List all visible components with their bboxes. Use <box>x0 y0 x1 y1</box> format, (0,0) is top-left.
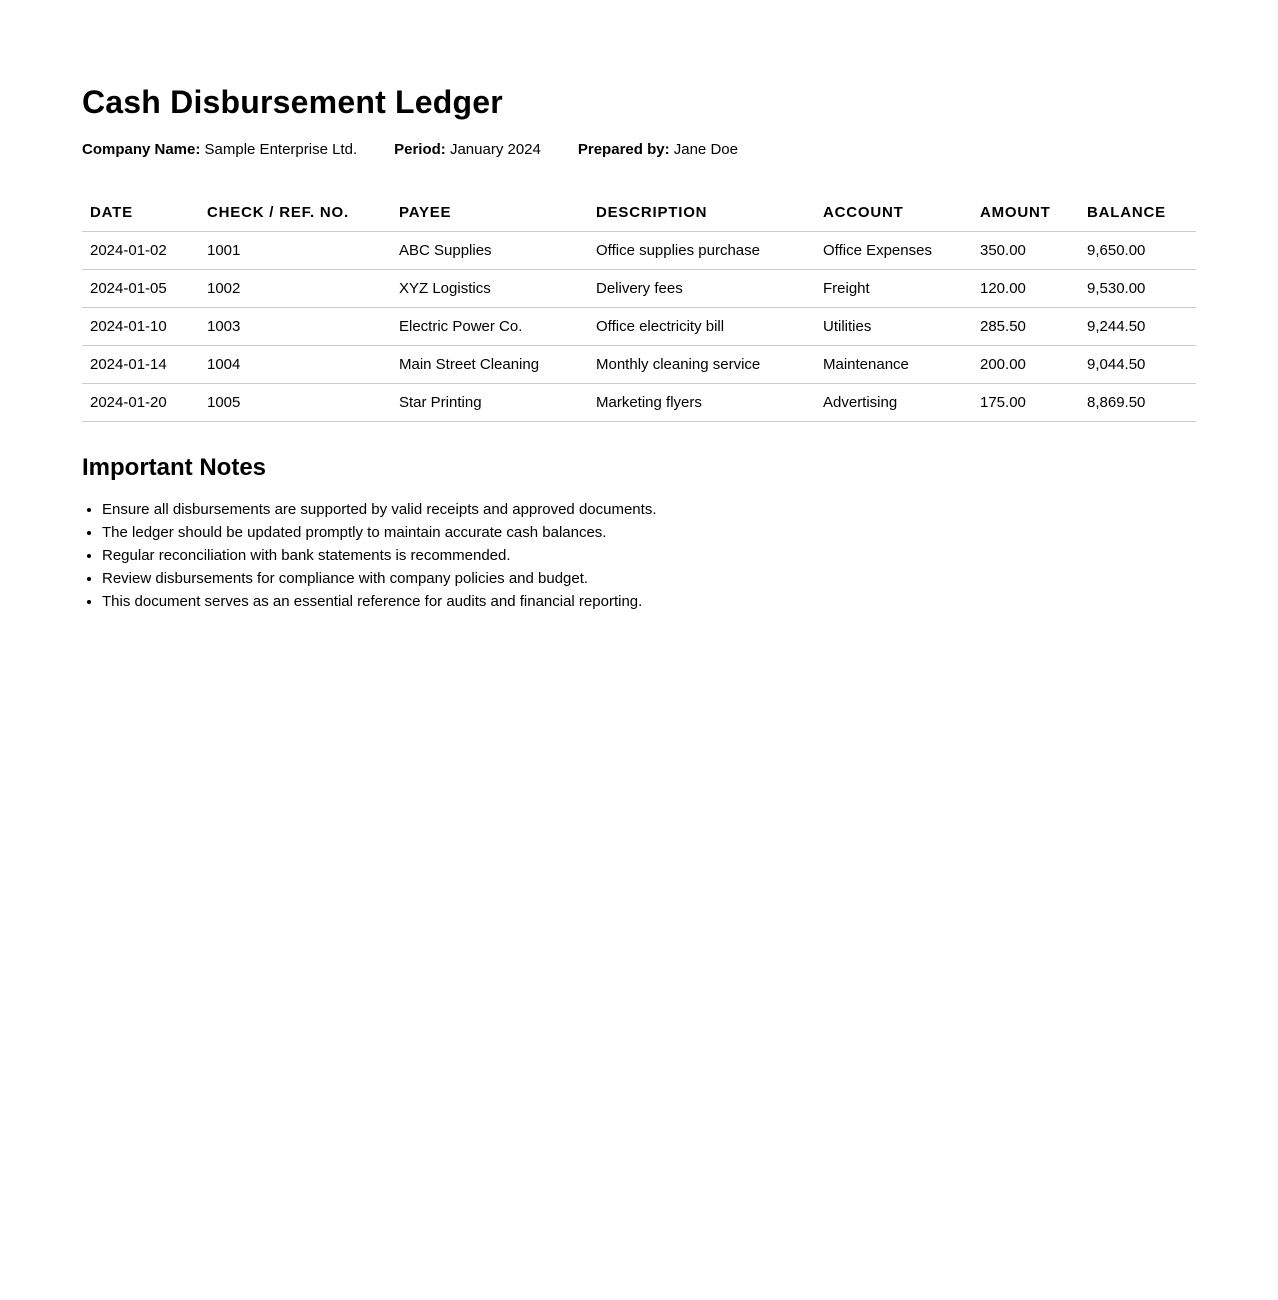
cell-date: 2024-01-10 <box>82 308 199 346</box>
company-label: Company Name: <box>82 141 201 158</box>
cell-check-ref: 1002 <box>199 270 391 308</box>
cell-payee: XYZ Logistics <box>391 270 588 308</box>
cell-account: Utilities <box>815 308 972 346</box>
cell-amount: 120.00 <box>972 270 1079 308</box>
period-value: January 2024 <box>449 141 541 158</box>
page-title: Cash Disbursement Ledger <box>82 84 503 120</box>
table-row <box>82 308 1196 346</box>
notes-list <box>82 498 1196 613</box>
cell-account: Maintenance <box>815 346 972 384</box>
column-header-balance: BALANCE <box>1079 194 1196 232</box>
cell-payee: Main Street Cleaning <box>391 346 588 384</box>
table-header-row <box>82 194 1196 232</box>
prepared-label: Prepared by: <box>577 141 670 158</box>
cell-description: Office electricity bill <box>588 308 815 346</box>
cell-check-ref: 1004 <box>199 346 391 384</box>
list-item: • The ledger should be updated promptly to maintain accurate cash balances. <box>102 521 1196 544</box>
column-header-date: DATE <box>82 194 199 232</box>
company-info <box>82 140 357 160</box>
cell-description: Marketing flyers <box>588 384 815 422</box>
cell-balance: 9,044.50 <box>1079 346 1196 384</box>
cell-balance: 9,650.00 <box>1079 232 1196 270</box>
column-header-check-ref: CHECK / REF. NO. <box>199 194 391 232</box>
cell-amount: 285.50 <box>972 308 1079 346</box>
ledger-meta <box>82 140 1196 160</box>
company-value: Sample Enterprise Ltd. <box>204 141 358 158</box>
cell-balance: 8,869.50 <box>1079 384 1196 422</box>
list-item: • Review disbursements for compliance with company policies and budget. <box>102 567 1196 590</box>
cell-check-ref: 1003 <box>199 308 391 346</box>
table-row <box>82 346 1196 384</box>
column-header-description: DESCRIPTION <box>588 194 815 232</box>
cell-account: Freight <box>815 270 972 308</box>
cell-date: 2024-01-14 <box>82 346 199 384</box>
cell-balance: 9,530.00 <box>1079 270 1196 308</box>
column-header-account: ACCOUNT <box>815 194 972 232</box>
ledger-table <box>82 194 1196 422</box>
list-item: • This document serves as an essential reference for audits and financial reporting. <box>102 590 1196 613</box>
cell-payee: Star Printing <box>391 384 588 422</box>
list-item: • Regular reconciliation with bank statements is recommended. <box>102 544 1196 567</box>
cell-date: 2024-01-02 <box>82 232 199 270</box>
column-header-payee: PAYEE <box>391 194 588 232</box>
cell-check-ref: 1001 <box>199 232 391 270</box>
prepared-info <box>578 140 738 160</box>
cell-payee: Electric Power Co. <box>391 308 588 346</box>
document-page <box>0 0 1278 613</box>
cell-payee: ABC Supplies <box>391 232 588 270</box>
cell-amount: 350.00 <box>972 232 1079 270</box>
notes-heading: Important Notes <box>82 454 267 481</box>
list-item: • Ensure all disbursements are supported by valid receipts and approved documents. <box>102 498 1196 521</box>
cell-date: 2024-01-05 <box>82 270 199 308</box>
cell-description: Office supplies purchase <box>588 232 815 270</box>
cell-date: 2024-01-20 <box>82 384 199 422</box>
table-row <box>82 232 1196 270</box>
cell-account: Advertising <box>815 384 972 422</box>
cell-amount: 175.00 <box>972 384 1079 422</box>
cell-description: Monthly cleaning service <box>588 346 815 384</box>
column-header-amount: AMOUNT <box>972 194 1079 232</box>
cell-account: Office Expenses <box>815 232 972 270</box>
prepared-value: Jane Doe <box>673 141 738 158</box>
table-row <box>82 270 1196 308</box>
table-row <box>82 384 1196 422</box>
period-info <box>394 140 541 160</box>
cell-balance: 9,244.50 <box>1079 308 1196 346</box>
cell-check-ref: 1005 <box>199 384 391 422</box>
cell-description: Delivery fees <box>588 270 815 308</box>
cell-amount: 200.00 <box>972 346 1079 384</box>
period-label: Period: <box>394 141 446 158</box>
